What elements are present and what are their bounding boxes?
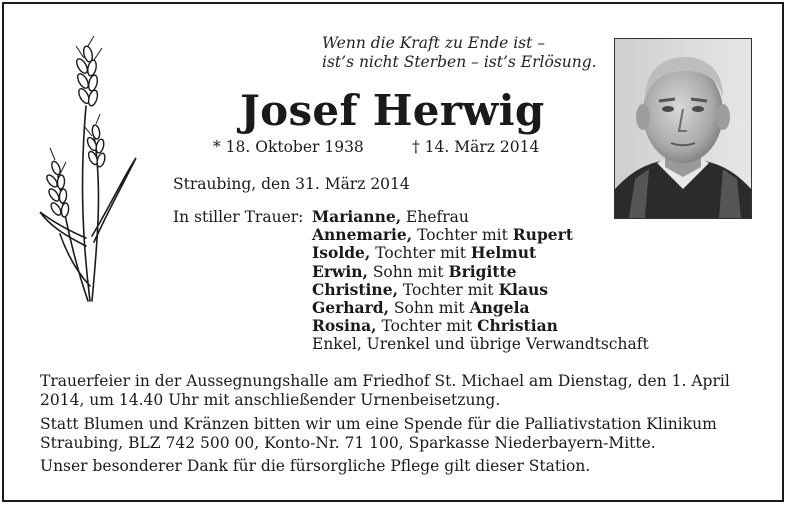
mourner-name: Erwin,: [312, 261, 368, 281]
mourner-name: Rosina,: [312, 316, 377, 336]
mourner-partner: Rupert: [512, 225, 573, 245]
mourner-name: Christine,: [312, 279, 398, 299]
quote-line-1: Wenn die Kraft zu Ende ist –: [322, 34, 546, 52]
mourner-partner: Helmut: [470, 243, 537, 263]
birth-date: * 18. Oktober 1938: [213, 138, 364, 156]
mourner-name: Annemarie,: [312, 225, 413, 245]
mourners-list: [312, 208, 649, 354]
list-item: [312, 317, 649, 335]
wheat-ears-icon: [36, 36, 140, 306]
mourner-partner: Christian: [477, 316, 558, 336]
list-item: [312, 244, 649, 262]
ceremony-paragraph: Trauerfeier in der Aussegnungshalle am Friedhof St. Michael am Dienstag, den 1. April 2014, um 14.40 Uhr mit anschließender Urnenbeisetzung.: [40, 372, 730, 409]
mourner-partner: Angela: [469, 298, 530, 318]
portrait-photo: [614, 38, 752, 219]
mourner-name: Gerhard,: [312, 298, 389, 318]
quote: [322, 34, 597, 72]
mourner-relation: Tochter mit: [370, 244, 471, 263]
mourner-relation: Tochter mit: [412, 226, 513, 245]
mourner-name: Isolde,: [312, 243, 371, 263]
mourner-relation: Sohn mit: [388, 299, 470, 318]
place-date: Straubing, den 31. März 2014: [173, 175, 410, 193]
mourning-label: In stiller Trauer:: [173, 208, 304, 226]
mourner-relation: Ehefrau: [401, 208, 469, 226]
mourner-relation: Sohn mit: [367, 262, 449, 281]
mourner-name: Marianne,: [312, 207, 402, 226]
list-item: [312, 226, 649, 244]
mourner-partner: Brigitte: [448, 261, 517, 281]
donation-paragraph: Statt Blumen und Kränzen bitten wir um eine Spende für die Palliativstation Klinikum Straubing, BLZ 742 500 00, Konto-Nr. 71 100, Sparkasse Niederbayern-Mitte.: [40, 415, 717, 452]
deceased-name: Josef Herwig: [240, 86, 545, 135]
list-item: [312, 299, 649, 317]
mourner-relation: Tochter mit: [376, 317, 478, 336]
quote-line-2: ist’s nicht Sterben – ist’s Erlösung.: [322, 53, 597, 71]
mourner-partner: Klaus: [498, 279, 548, 299]
list-item: [312, 208, 649, 226]
list-item: [312, 281, 649, 299]
thanks-paragraph: Unser besonderer Dank für die fürsorgliche Pflege gilt dieser Station.: [40, 457, 591, 475]
list-item: [312, 263, 649, 281]
death-date: † 14. März 2014: [412, 138, 540, 156]
mourners-closing: Enkel, Urenkel und übrige Verwandtschaft: [312, 335, 649, 354]
mourner-relation: Tochter mit: [397, 280, 499, 299]
